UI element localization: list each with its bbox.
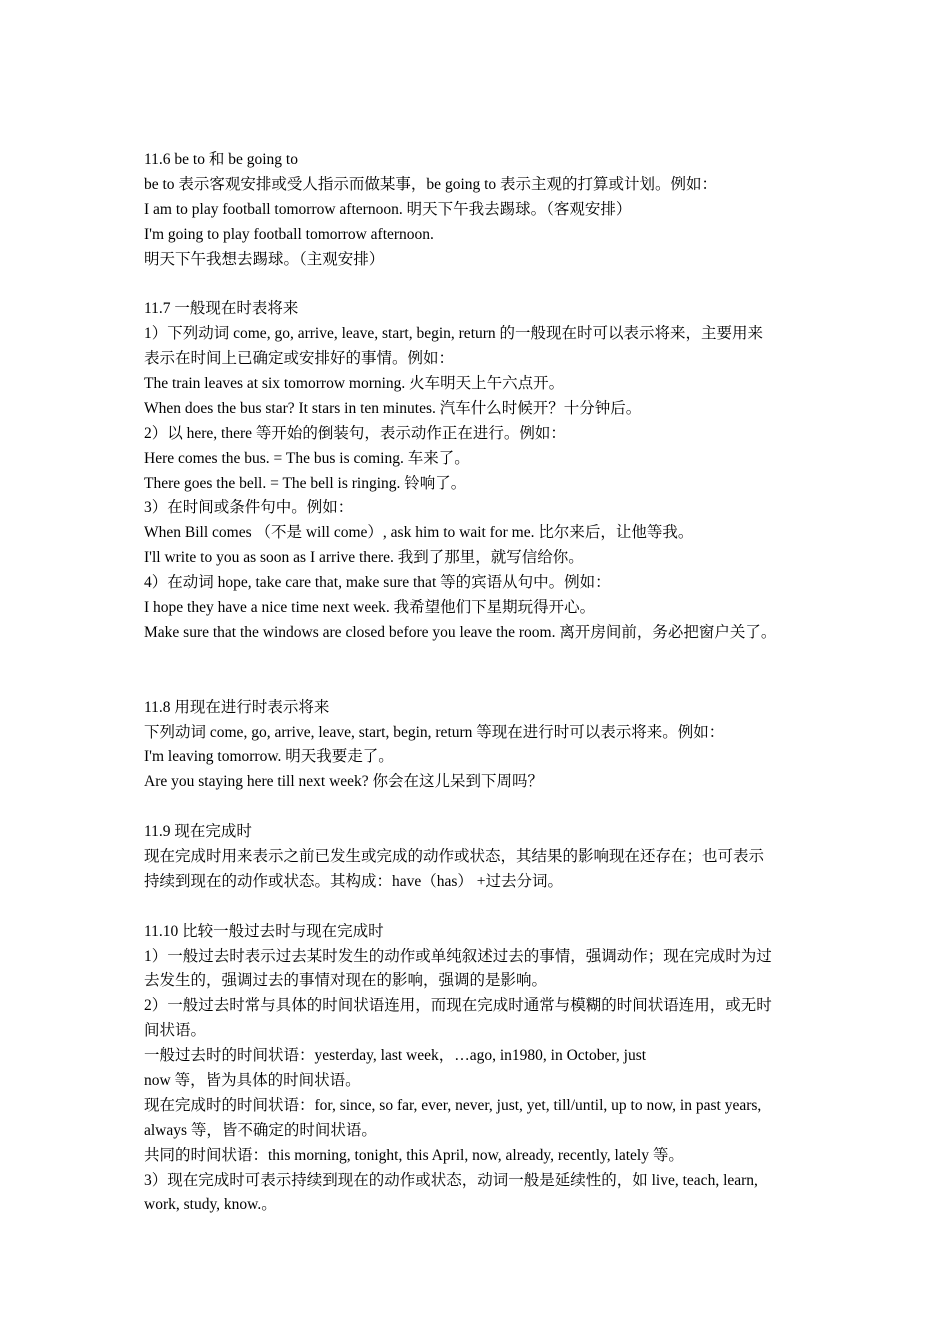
- section-heading: 11.7 一般现在时表将来: [144, 300, 299, 318]
- spacer: [144, 895, 834, 920]
- paragraph-line: 3）在时间或条件句中。例如：: [144, 499, 354, 517]
- paragraph-line: I hope they have a nice time next week. 我希望他们下星期玩得开心。: [144, 599, 596, 617]
- paragraph-line: 去发生的，强调过去的事情对现在的影响，强调的是影响。: [144, 972, 548, 990]
- paragraph-line: 现在完成时用来表示之前已发生或完成的动作或状态，其结果的影响现在还存在；也可表示: [144, 847, 765, 865]
- paragraph-line: I'm going to play football tomorrow afternoon.: [144, 225, 434, 243]
- paragraph-line: 持续到现在的动作或状态。其构成：have（has） +过去分词。: [144, 872, 564, 890]
- paragraph-line: be to 表示客观安排或受人指示而做某事，be going to 表示主观的打算或计划。例如：: [144, 175, 718, 193]
- document-page: [144, 148, 834, 1218]
- paragraph-line: 表示在时间上已确定或安排好的事情。例如：: [144, 350, 455, 368]
- paragraph-line: I'll write to you as soon as I arrive there. 我到了那里，就写信给你。: [144, 549, 584, 567]
- section-heading: 11.8 用现在进行时表示将来: [144, 698, 330, 716]
- paragraph-line: 共同的时间状语：this morning, tonight, this April, now, already, recently, lately 等。: [144, 1146, 684, 1164]
- spacer: [144, 795, 834, 820]
- paragraph-line: When does the bus star? It stars in ten minutes. 汽车什么时候开？十分钟后。: [144, 399, 642, 417]
- paragraph-line: Are you staying here till next week? 你会在这儿呆到下周吗？: [144, 773, 544, 791]
- spacer: [144, 272, 834, 297]
- paragraph-line: Here comes the bus. = The bus is coming. 车来了。: [144, 449, 470, 467]
- paragraph-line: always 等，皆不确定的时间状语。: [144, 1121, 377, 1139]
- paragraph-line: 3）现在完成时可表示持续到现在的动作或状态，动词一般是延续性的，如 live, teach, learn,: [144, 1171, 758, 1189]
- section-heading: 11.6 be to 和 be going to: [144, 151, 298, 168]
- paragraph-line: When Bill comes （不是 will come）, ask him to wait for me. 比尔来后，让他等我。: [144, 524, 694, 542]
- paragraph-line: Make sure that the windows are closed before you leave the room. 离开房间前，务必把窗户关了。: [144, 623, 777, 641]
- section-heading: 11.9 现在完成时: [144, 823, 252, 841]
- paragraph-line: 2）一般过去时常与具体的时间状语连用，而现在完成时通常与模糊的时间状语连用，或无时: [144, 997, 772, 1015]
- paragraph-line: 间状语。: [144, 1022, 207, 1040]
- paragraph-line: 4）在动词 hope, take care that, make sure that 等的宾语从句中。例如：: [144, 574, 611, 592]
- paragraph-line: I'm leaving tomorrow. 明天我要走了。: [144, 748, 394, 766]
- paragraph-line: 现在完成时的时间状语：for, since, so far, ever, never, just, yet, till/until, up to now, in past years,: [144, 1096, 762, 1114]
- paragraph-line: 一般过去时的时间状语：yesterday, last week，…ago, in1980, in October, just: [144, 1047, 647, 1065]
- paragraph-line: now 等，皆为具体的时间状语。: [144, 1071, 361, 1089]
- paragraph-line: work, study, know.。: [144, 1196, 277, 1214]
- paragraph-line: The train leaves at six tomorrow morning. 火车明天上午六点开。: [144, 375, 565, 393]
- paragraph-line: 明天下午我想去踢球。（主观安排）: [144, 250, 385, 268]
- paragraph-line: 1）一般过去时表示过去某时发生的动作或单纯叙述过去的事情，强调动作；现在完成时为过: [144, 947, 772, 965]
- paragraph-line: There goes the bell. = The bell is ringing. 铃响了。: [144, 474, 467, 492]
- paragraph-line: 1）下列动词 come, go, arrive, leave, start, begin, return 的一般现在时可以表示将来，主要用来: [144, 325, 764, 343]
- paragraph-line: 2）以 here, there 等开始的倒装句，表示动作正在进行。例如：: [144, 424, 566, 442]
- spacer: [144, 646, 834, 696]
- section-heading: 11.10 比较一般过去时与现在完成时: [144, 922, 384, 940]
- paragraph-line: 下列动词 come, go, arrive, leave, start, begin, return 等现在进行时可以表示将来。例如：: [144, 723, 725, 741]
- paragraph-line: I am to play football tomorrow afternoon. 明天下午我去踢球。（客观安排）: [144, 200, 632, 218]
